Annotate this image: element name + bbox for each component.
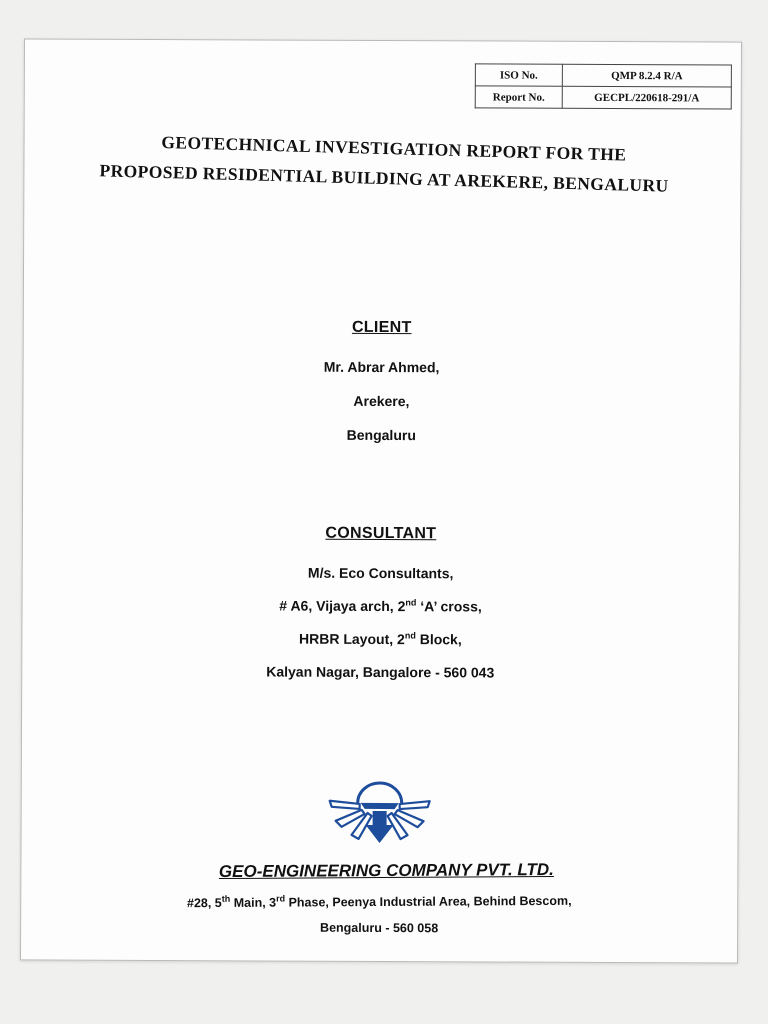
company-name: GEO-ENGINEERING COMPANY PVT. LTD. [218, 860, 554, 882]
company-address: #28, 5th Main, 3rd Phase, Peenya Industrial Area, Behind Bescom, [186, 893, 572, 911]
consultant-name: M/s. Eco Consultants, [307, 564, 454, 582]
iso-label: ISO No. [475, 64, 562, 86]
report-title [54, 124, 715, 202]
report-label: Report No. [475, 86, 562, 108]
document-code-table [475, 63, 732, 109]
consultant-address-line2: HRBR Layout, 2nd Block, [299, 630, 462, 648]
consultant-heading: CONSULTANT [325, 524, 437, 543]
client-area: Arekere, [353, 392, 410, 410]
company-logo-icon [327, 779, 431, 849]
report-title-line1: GEOTECHNICAL INVESTIGATION REPORT FOR THE [161, 131, 627, 165]
iso-value: QMP 8.2.4 R/A [562, 64, 731, 87]
report-title-line2: PROPOSED RESIDENTIAL BUILDING AT AREKERE, BENGALURU [99, 160, 669, 196]
consultant-address-line3: Kalyan Nagar, Bangalore - 560 043 [266, 663, 495, 681]
company-city: Bengaluru - 560 058 [320, 920, 439, 936]
client-city: Bengaluru [346, 426, 416, 444]
client-heading: CLIENT [351, 318, 412, 337]
consultant-address-line1: # A6, Vijaya arch, 2nd ‘A’ cross, [279, 597, 482, 615]
document-page [20, 38, 742, 963]
client-name: Mr. Abrar Ahmed, [323, 358, 440, 376]
report-value: GECPL/220618-291/A [562, 86, 731, 109]
